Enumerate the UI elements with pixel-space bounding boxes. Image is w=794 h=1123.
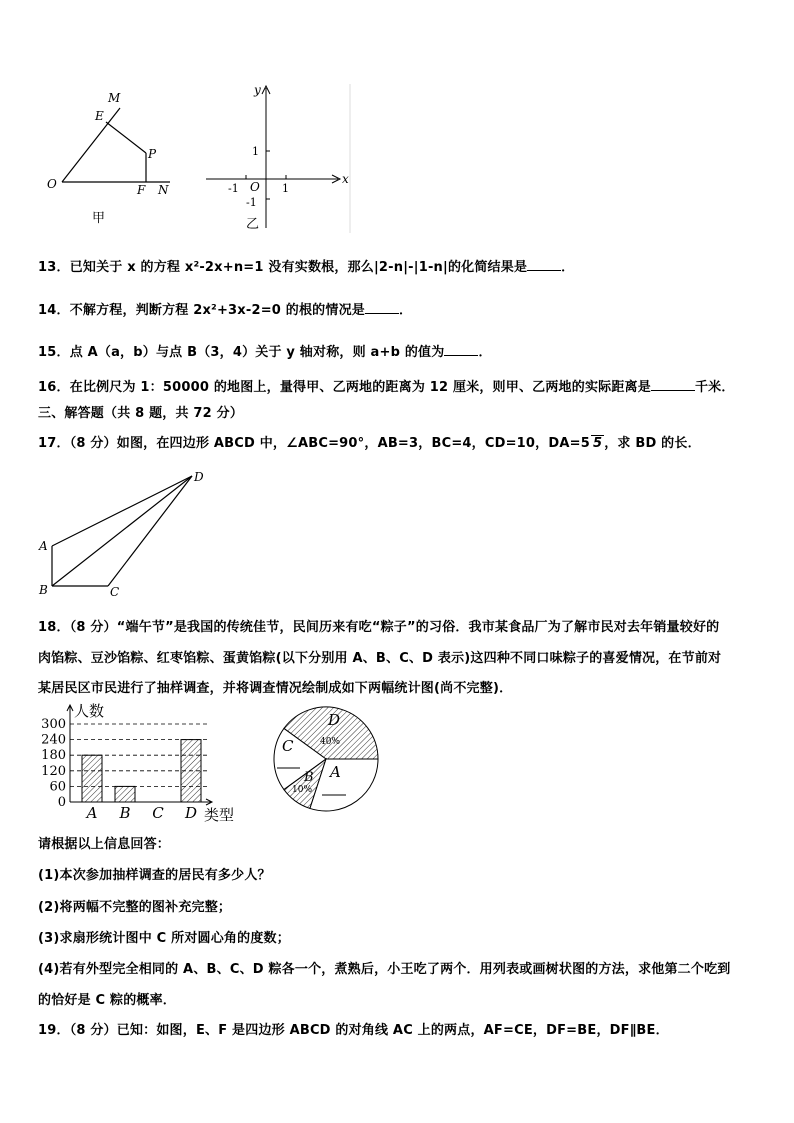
pie-label-c: C	[282, 737, 294, 755]
label-p: P	[148, 147, 157, 161]
q18-sub-1: (1)本次参加抽样调查的居民有多少人？	[38, 868, 271, 883]
pie-label-b: B	[304, 770, 314, 785]
tick-y-1: 1	[252, 145, 259, 158]
pie-chart	[270, 703, 386, 815]
question-18-line1: 18．（8 分）“端午节”是我国的传统佳节，民间历来有吃“粽子”的习俗．我市某食品厂为了解市民对去年销量较好的	[38, 620, 720, 635]
question-16: 16．在比例尺为 1：50000 的地图上，量得甲、乙两地的距离为 12 厘米，则甲、乙两地的实际距离是 千米．	[38, 380, 735, 395]
answer-blank[interactable]	[527, 258, 561, 271]
q18-intro: 请根据以上信息回答：	[38, 837, 171, 852]
pie-label-a: A	[330, 763, 341, 781]
figure-jia	[40, 88, 180, 228]
ray-om	[62, 108, 120, 182]
bar-category-c: C	[152, 804, 164, 822]
figure-yi	[200, 78, 360, 238]
bar-d	[181, 740, 201, 802]
side-cd	[108, 476, 192, 586]
question-18-line3: 某居民区市民进行了抽样调查，并将调查情况绘制成如下两幅统计图(尚不完整)．	[38, 681, 513, 696]
tick-x-neg1: -1	[228, 182, 239, 195]
label-c: C	[110, 585, 120, 599]
label-e: E	[95, 109, 104, 123]
bar-tick-label: 180	[41, 748, 66, 764]
label-a: A	[39, 539, 48, 553]
bar-ylabel: 人数	[74, 702, 105, 720]
bar-tick-label: 120	[41, 763, 66, 779]
answer-blank[interactable]	[651, 378, 695, 391]
bar-tick-label: 60	[49, 779, 66, 795]
label-o: O	[47, 177, 57, 191]
label-f: F	[137, 183, 146, 197]
q18-sub-3: (3)求扇形统计图中 C 所对圆心角的度数；	[38, 931, 290, 946]
bar-category-d: D	[184, 804, 198, 822]
answer-blank[interactable]	[365, 301, 399, 314]
tick-y-neg1: -1	[246, 196, 257, 209]
question-17: 17．（8 分）如图，在四边形 ABCD 中，∠ABC=90°，AB=3，BC=4，CD=10，DA=5 5 ，求 BD 的长．	[38, 436, 701, 451]
pie-percent-d: 40%	[320, 737, 341, 747]
bar-tick-label: 300	[41, 717, 66, 732]
caption-jia: 甲	[92, 211, 106, 226]
answer-blank[interactable]	[444, 343, 478, 356]
side-da	[52, 476, 192, 546]
bar-b	[115, 786, 135, 802]
label-m: M	[108, 91, 121, 105]
label-n: N	[158, 183, 169, 197]
bar-category-a: A	[86, 804, 98, 822]
bar-tick-label: 0	[57, 795, 66, 810]
question-19: 19．（8 分）已知：如图，E、F 是四边形 ABCD 的对角线 AC 上的两点，AF=CE，DF=BE，DF∥BE．	[38, 1023, 669, 1038]
bar-chart	[34, 700, 254, 828]
bar-a	[82, 755, 102, 802]
q18-sub-4a: (4)若有外型完全相同的 A、B、C、D 粽各一个，煮熟后，小王吃了两个．用列表或画树状图的方法，求他第二个吃到	[38, 962, 731, 977]
label-x: x	[342, 172, 349, 186]
bar-tick-label: 240	[41, 732, 66, 748]
caption-yi: 乙	[246, 217, 260, 232]
bar-xlabel: 类型	[204, 806, 235, 824]
pie-label-d: D	[328, 711, 341, 729]
label-b: B	[39, 583, 48, 597]
pie-percent-b: 10%	[292, 785, 313, 795]
question-14: 14．不解方程，判断方程 2x²+3x-2=0 的根的情况是 ．	[38, 303, 413, 318]
segment-ep	[106, 122, 146, 153]
figure-17	[34, 466, 214, 602]
q18-sub-4b: 的恰好是 C 粽的概率．	[38, 993, 176, 1008]
section-heading: 三、解答题（共 8 题，共 72 分）	[38, 406, 244, 421]
question-13: 13．已知关于 x 的方程 x²-2x+n=1 没有实数根，那么|2-n|-|1-n|的化简结果是 ．	[38, 260, 575, 275]
label-d: D	[194, 470, 204, 484]
label-y: y	[254, 83, 261, 97]
question-18-line2: 肉馅粽、豆沙馅粽、红枣馅粽、蛋黄馅粽(以下分别用 A、B、C、D 表示)这四种不同口味粽子的喜爱情况，在节前对	[38, 651, 722, 666]
q18-sub-2: (2)将两幅不完整的图补充完整；	[38, 900, 232, 915]
diagonal-bd	[52, 476, 192, 586]
bar-category-b: B	[119, 804, 131, 822]
question-15: 15．点 A（a，b）与点 B（3，4）关于 y 轴对称，则 a+b 的值为 ．	[38, 345, 492, 360]
sqrt-radicand: 5	[592, 436, 603, 451]
label-origin: O	[250, 180, 260, 194]
tick-x-1: 1	[282, 182, 289, 195]
bar-bars	[82, 740, 201, 822]
